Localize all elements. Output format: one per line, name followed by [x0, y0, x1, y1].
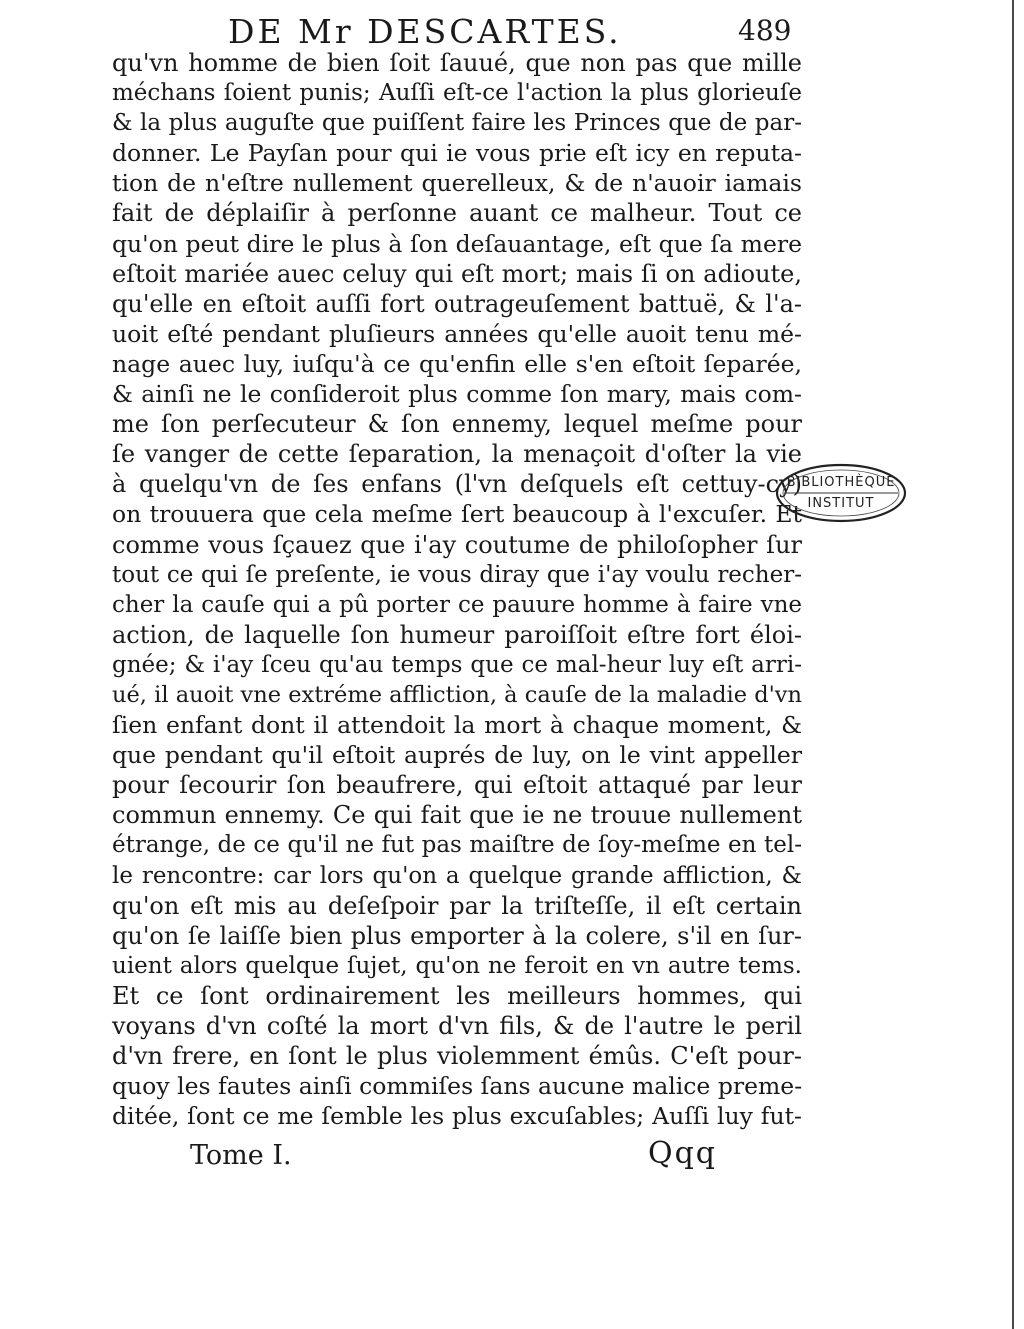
stamp-line-1: BIBLIOTHÈQUE: [786, 475, 896, 490]
text-line: uient alors quelque ſujet, qu'on ne feroit en vn autre tems.: [112, 952, 802, 979]
text-line: qu'elle en eſtoit auſſi fort outrageuſement battuë, & l'a-: [112, 289, 802, 318]
text-line: action, de laquelle ſon humeur paroiſſoit eſtre fort éloi-: [112, 620, 802, 649]
text-line: tout ce qui ſe preſente, ie vous diray que i'ay voulu recher-: [112, 561, 802, 588]
text-line: uoit eſté pendant pluſieurs années qu'elle auoit tenu mé-: [112, 319, 802, 348]
stamp-oval-icon: [774, 462, 908, 524]
signature-mark: Qqq: [648, 1136, 718, 1171]
text-line: comme vous ſçauez que i'ay coutume de philoſopher ſur: [112, 530, 802, 559]
running-title: DE Mr DESCARTES.: [228, 12, 622, 51]
text-line: commun ennemy. Ce qui fait que ie ne trouue nullement: [112, 801, 802, 830]
library-stamp: [774, 462, 908, 524]
text-line: d'vn frere, en ſont le plus violemment émûs. C'eſt pour-: [112, 1042, 802, 1071]
stamp-line-2: INSTITUT: [807, 496, 875, 511]
text-line: quoy les fautes ainſi commiſes ſans aucune malice preme-: [112, 1072, 803, 1101]
text-line: cher la cauſe qui a pû porter ce pauure homme à faire vne: [112, 591, 802, 618]
text-line: pour ſecourir ſon beaufrere, qui eſtoit attaqué par leur: [112, 771, 802, 800]
text-line: & la plus auguſte que puiſſent faire les Princes que de par-: [112, 110, 802, 137]
text-line: Et ce ſont ordinairement les meilleurs hommes, qui: [112, 981, 802, 1010]
text-line: le rencontre: car lors qu'on a quelque grande affliction, &: [112, 862, 802, 889]
text-line: qu'on peut dire le plus à ſon deſauantage, eſt que ſa mere: [112, 229, 802, 258]
scan-edge-line: [1012, 0, 1014, 1329]
text-line: qu'on ſe laiſſe bien plus emporter à la colere, s'il en ſur-: [112, 921, 802, 950]
text-line: à quelqu'vn de ſes enfans (l'vn deſquels eſt cettuy-cy): [112, 470, 802, 499]
text-line: qu'vn homme de bien ſoit ſauué, que non pas que mille: [112, 49, 802, 77]
text-line: ſien enfant dont il attendoit la mort à chaque moment, &: [112, 711, 802, 740]
text-line: & ainſi ne le conſideroit plus comme ſon mary, mais com-: [112, 380, 802, 409]
text-line: donner. Le Payſan pour qui ie vous prie eſt icy en reputa-: [112, 139, 802, 168]
text-line: qu'on eſt mis au deſeſpoir par la triſteſſe, il eſt certain: [112, 891, 802, 920]
text-line: voyans d'vn coſté la mort d'vn fils, & de l'autre le peril: [112, 1012, 802, 1040]
text-line: ué, il auoit vne extréme affliction, à cauſe de la maladie d'vn: [112, 681, 802, 708]
text-line: ſe vanger de cette ſeparation, la menaçoit d'oſter la vie: [112, 440, 802, 469]
text-line: gnée; & i'ay ſceu qu'au temps que ce mal-heur luy eſt arri-: [112, 651, 802, 678]
text-line: nage auec luy, iuſqu'à ce qu'enfin elle s'en eſtoit ſeparée,: [112, 349, 802, 378]
text-line: on trouuera que cela meſme ſert beaucoup à l'excuſer. Et: [112, 500, 802, 529]
volume-label: Tome I.: [190, 1140, 292, 1171]
text-line: tion de n'eſtre nullement querelleux, & de n'auoir iamais: [112, 169, 802, 198]
text-line: eſtoit mariée auec celuy qui eſt mort; mais ſi on adioute,: [112, 259, 802, 288]
page-number: 489: [738, 14, 792, 47]
text-line: méchans ſoient punis; Auſſi eſt-ce l'action la plus glorieuſe: [112, 80, 802, 107]
text-line: que pendant qu'il eſtoit auprés de luy, on le vint appeller: [112, 741, 802, 770]
text-line: fait de déplaiſir à perſonne auant ce malheur. Tout ce: [112, 199, 802, 228]
text-line: ditée, ſont ce me ſemble les plus excuſables; Auſſi luy fut-: [112, 1102, 802, 1131]
text-line: me ſon perſecuteur & ſon ennemy, lequel meſme pour: [112, 410, 802, 439]
body-text: [112, 48, 802, 1131]
text-line: étrange, de ce qu'il ne fut pas maiſtre de ſoy-meſme en tel-: [112, 832, 802, 859]
